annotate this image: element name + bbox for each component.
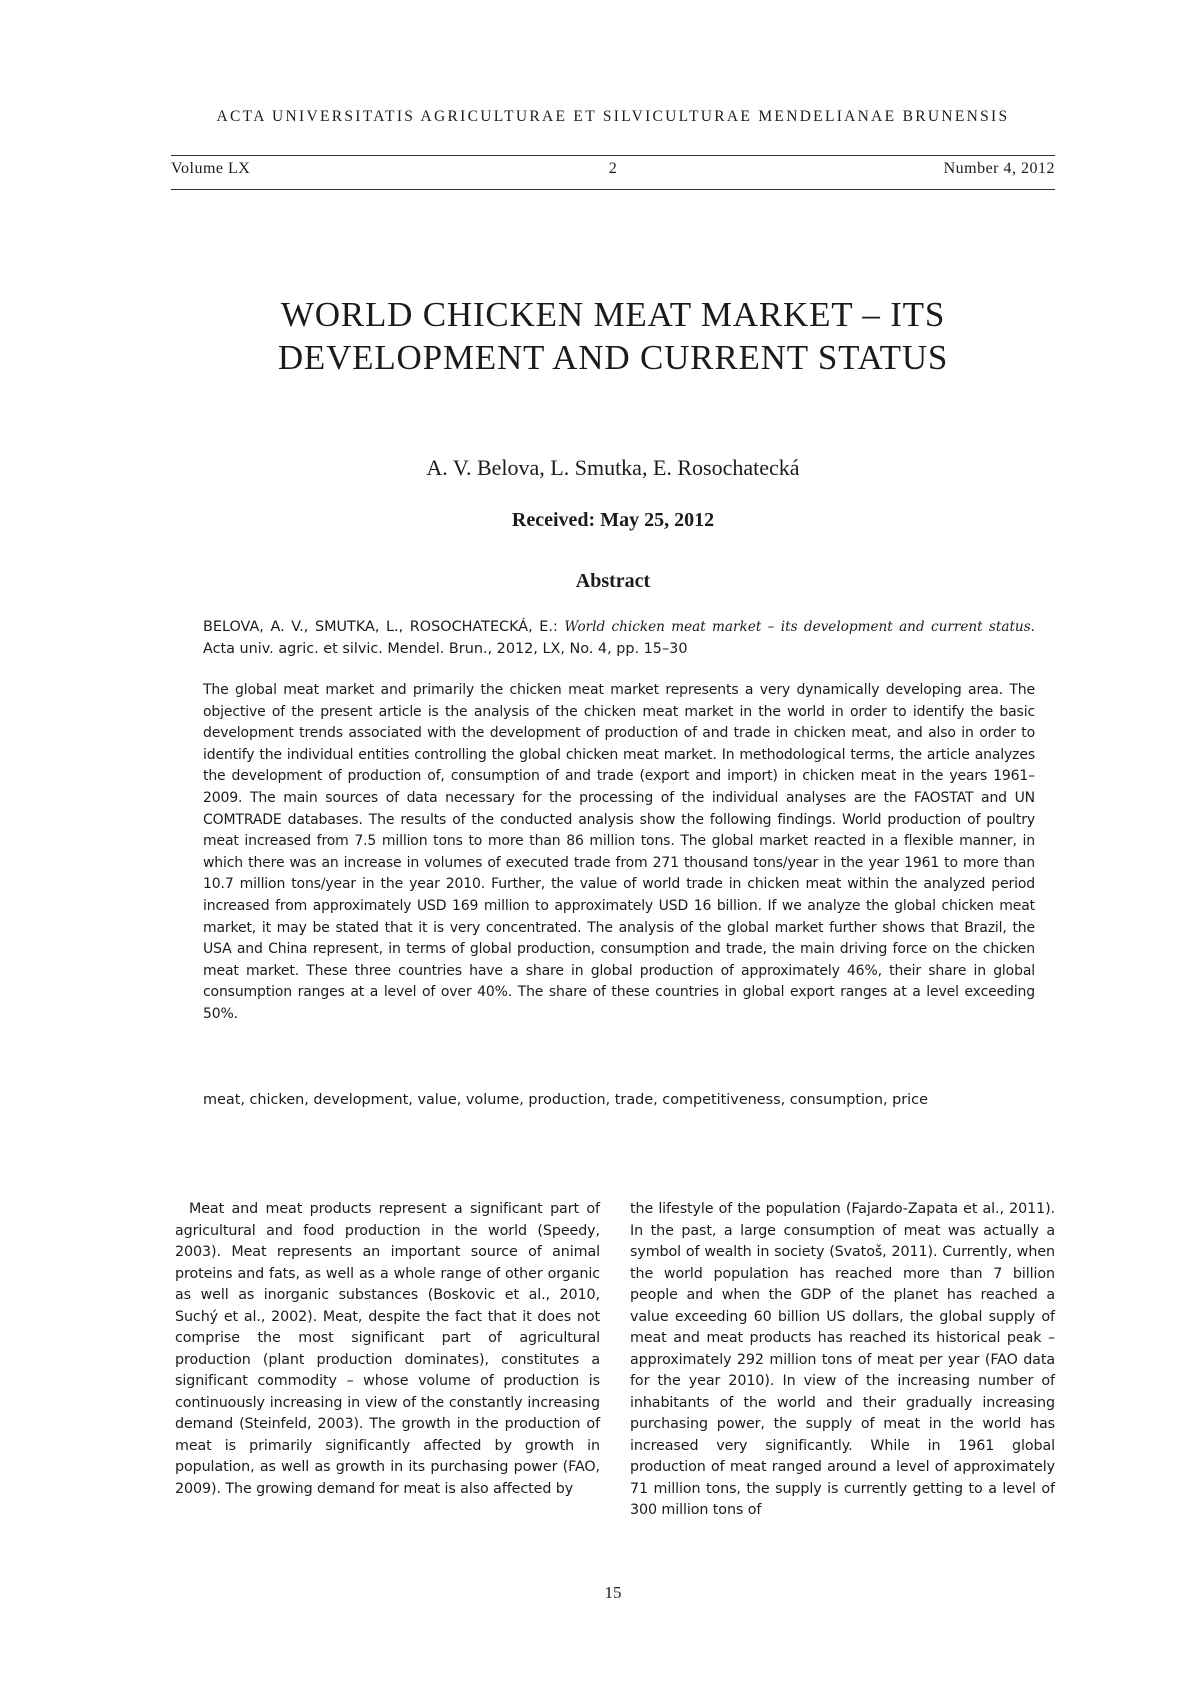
article-title-line-1: WORLD CHICKEN MEAT MARKET – ITS <box>280 295 946 334</box>
citation-authors: BELOVA, A. V., SMUTKA, L., ROSOCHATECKÁ, E.: <box>203 619 565 635</box>
header-rule-top <box>171 155 1055 156</box>
abstract-text: The global meat market and primarily the chicken meat market represents a very dynamically developing area. The objective of the present article is the analysis of the chicken meat market in the world in order to identify the basic development trends associated with the development of production of and trade in chicken meat, and also in order to identify the individual entities controlling the global chicken meat market. In methodological terms, the article analyzes the development of production of, consumption of and trade (export and import) in chicken meat in the years 1961–2009. The main sources of data necessary for the processing of the individual analyses are the FAOSTAT and UN COMTRADE databases. The results of the conducted analysis show the following findings. World production of poultry meat increased from 7.5 million tons to more than 86 million tons. The global market reacted in a flexible manner, in which there was an increase in volumes of executed trade from 271 thousand tons/year in the year 1961 to more than 10.7 million tons/year in the year 2010. Further, the value of world trade in chicken meat within the analyzed period increased from approximately USD 169 million to approximately USD 16 billion. If we analyze the global chicken meat market, it may be stated that it is very concentrated. The analysis of the global market further shows that Brazil, the USA and China represent, in terms of global production, consumption and trade, the main driving force on the chicken meat market. These three countries have a share in global production of approximately 46%, their share in global consumption ranges at a level of over 40%. The share of these countries in global export ranges at a level exceeding 50%. <box>203 682 1035 1022</box>
citation-source: Acta univ. agric. et silvic. Mendel. Brun., 2012, LX, No. 4, pp. 15–30 <box>203 640 688 657</box>
authors: A. V. Belova, L. Smutka, E. Rosochatecká <box>426 455 800 480</box>
citation <box>203 617 1035 660</box>
keywords: meat, chicken, development, value, volume, production, trade, competitiveness, consumption, price <box>203 1092 928 1108</box>
volume-row <box>171 160 1055 184</box>
volume-label: Volume LX <box>171 160 251 177</box>
citation-article-title: World chicken meat market – its development and current status. <box>564 619 1035 635</box>
journal-name: ACTA UNIVERSITATIS AGRICULTURAE ET SILVICULTURAE MENDELIANAE BRUNENSIS <box>216 108 1010 125</box>
received-date: Received: May 25, 2012 <box>511 509 715 531</box>
page-number: 15 <box>604 1583 622 1602</box>
article-title-line-2: DEVELOPMENT AND CURRENT STATUS <box>277 338 949 377</box>
issue-number: Number 4, 2012 <box>943 160 1055 177</box>
header-rule-bottom <box>171 189 1055 190</box>
article-title <box>120 293 1106 379</box>
body-column-left: Meat and meat products represent a significant part of agricultural and food production in the world (Speedy, 2003). Meat represents an important source of animal proteins and fats, as well as a whole range of other organic as well as inorganic substances (Boskovic et al., 2010, Suchý et al., 2002). Meat, despite the fact that it does not comprise the most significant part of agricultural production (plant production dominates), constitutes a significant commodity – whose volume of production is continuously increasing in view of the constantly increasing demand (Steinfeld, 2003). The growth in the production of meat is primarily significantly affected by growth in population, as well as growth in its purchasing power (FAO, 2009). The growing demand for meat is also affected by <box>175 1201 600 1497</box>
body-column-right: the lifestyle of the population (Fajardo-Zapata et al., 2011). In the past, a large consumption of meat was actually a symbol of wealth in society (Svatoš, 2011). Currently, when the world population has reached more than 7 billion people and when the GDP of the planet has reached a value exceeding 60 billion US dollars, the global supply of meat and meat products has reached its historical peak – approximately 292 million tons of meat per year (FAO data for the year 2010). In view of the increasing number of inhabitants of the world and their gradually increasing purchasing power, the supply of meat in the world has increased very significantly. While in 1961 global production of meat ranged around a level of approximately 71 million tons, the supply is currently getting to a level of 300 million tons of <box>630 1201 1055 1518</box>
abstract-heading: Abstract <box>575 570 651 592</box>
issue-index: 2 <box>608 160 618 177</box>
